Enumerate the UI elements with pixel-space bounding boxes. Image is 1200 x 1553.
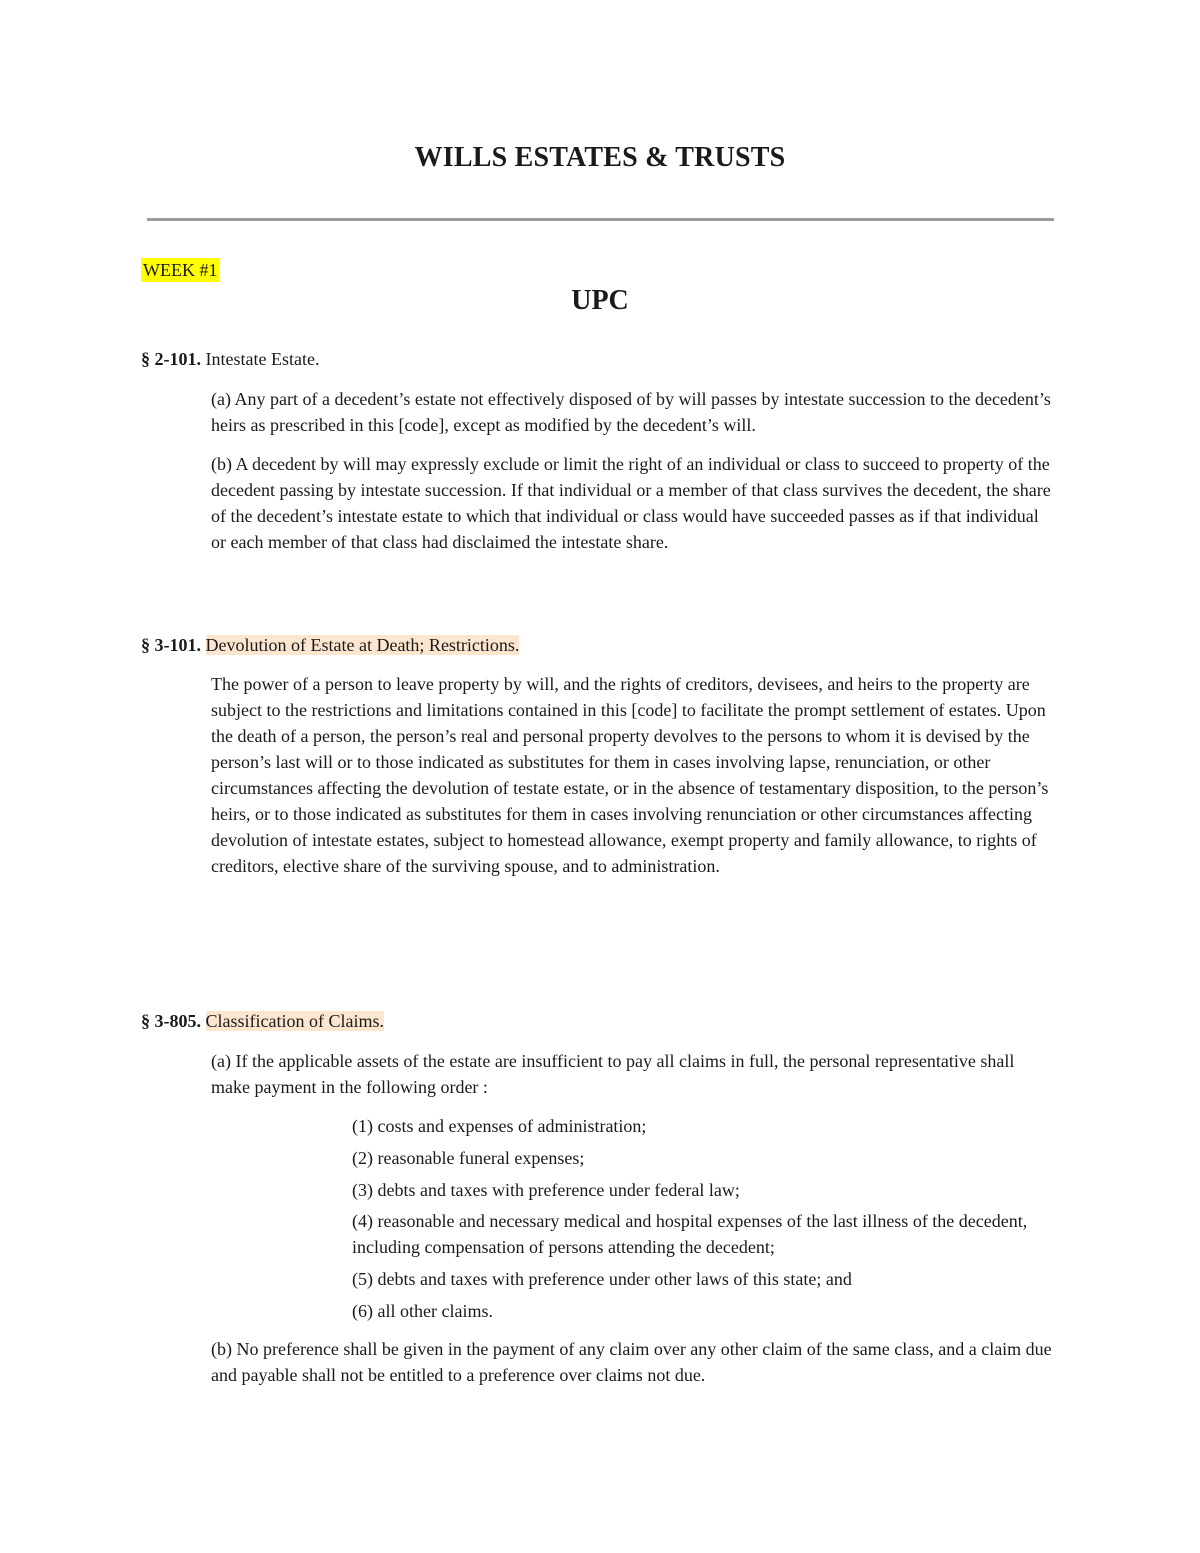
list-item: (6) all other claims. — [352, 1301, 493, 1321]
section-number: § 3-805. — [141, 1011, 201, 1031]
list-item: (4) reasonable and necessary medical and hospital expenses of the last illness of the decedent, including compensation of persons attending the decedent; — [352, 1211, 1028, 1257]
paragraph-2-101-b: (b) A decedent by will may expressly exclude or limit the right of an individual or class to succeed to property of the decedent passing by intestate succession. If that individual or a member of that class survives the decedent, the share of the decedent’s intestate estate to which that individual or class would have succeeded passes as if that individual or each member of that class had disclaimed the intestate share. — [211, 454, 1051, 552]
title-divider — [147, 218, 1054, 221]
list-item: (2) reasonable funeral expenses; — [352, 1148, 585, 1168]
list-item: (5) debts and taxes with preference under other laws of this state; and — [352, 1269, 852, 1289]
section-number: § 2-101. — [141, 349, 201, 369]
paragraph-3-805-b: (b) No preference shall be given in the payment of any claim over any other claim of the same class, and a claim due and payable shall not be entitled to a preference over claims not due. — [211, 1339, 1052, 1385]
week-label: WEEK #1 — [143, 260, 218, 280]
section-heading-upc: UPC — [571, 285, 629, 316]
paragraph-3-805-a: (a) If the applicable assets of the estate are insufficient to pay all claims in full, the personal representative shall make payment in the following order : — [211, 1051, 1015, 1097]
list-item: (1) costs and expenses of administration; — [352, 1116, 647, 1136]
section-title: Classification of Claims. — [205, 1011, 384, 1031]
list-item: (3) debts and taxes with preference under federal law; — [352, 1180, 740, 1200]
section-number: § 3-101. — [141, 635, 201, 655]
section-heading-3-805 — [141, 1009, 384, 1033]
section-title: Intestate Estate. — [205, 349, 320, 369]
paragraph-3-101: The power of a person to leave property by will, and the rights of creditors, devisees, and heirs to the property are subject to the restrictions and limitations contained in this [code] to facilitate the prompt settlement of estates. Upon the death of a person, the person’s real and personal property devolves to the persons to whom it is devised by the person’s last will or to those indicated as substitutes for them in cases involving lapse, renunciation, or other circumstances affecting the devolution of testate estate, or in the absence of testamentary disposition, to the person’s heirs, or to those indicated as substitutes for them in cases involving renunciation or other circumstances affecting devolution of intestate estates, subject to homestead allowance, exempt property and family allowance, to rights of creditors, elective share of the surviving spouse, and to administration. — [211, 674, 1049, 876]
section-title: Devolution of Estate at Death; Restrictions. — [205, 635, 520, 655]
section-heading-2-101 — [141, 347, 319, 371]
paragraph-2-101-a: (a) Any part of a decedent’s estate not effectively disposed of by will passes by intestate succession to the decedent’s heirs as prescribed in this [code], except as modified by the decedent’s will. — [211, 389, 1051, 435]
document-title: WILLS ESTATES & TRUSTS — [414, 142, 786, 173]
section-heading-3-101 — [141, 633, 519, 657]
